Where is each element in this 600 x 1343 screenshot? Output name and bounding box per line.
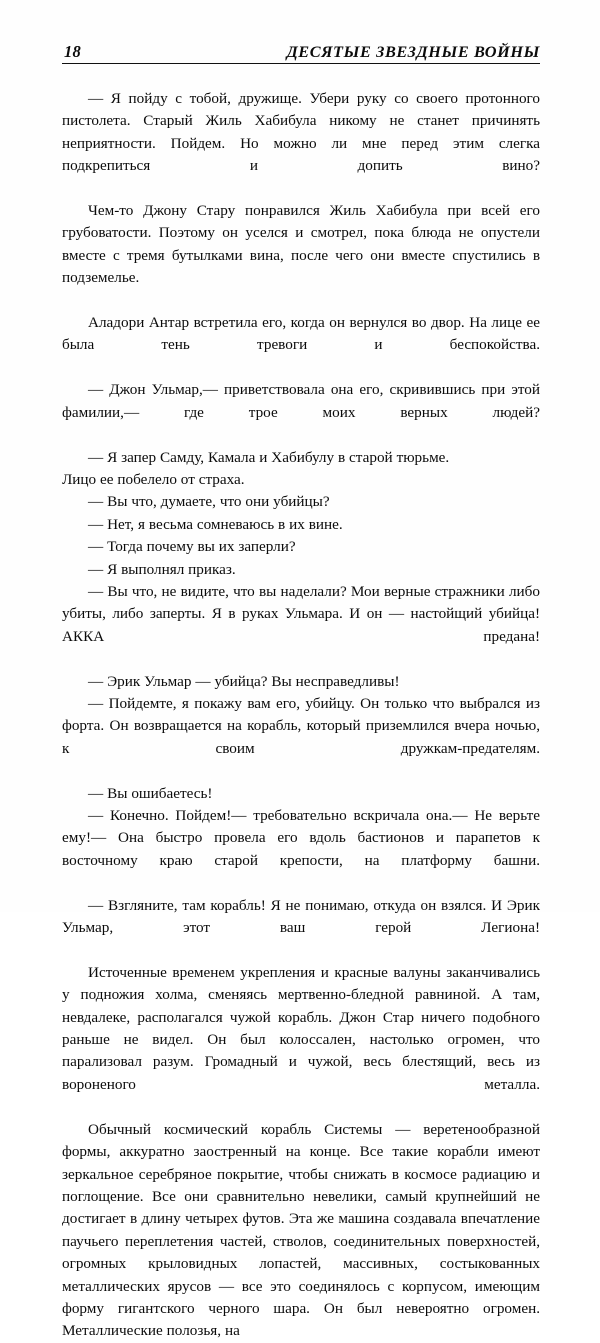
paragraph: Чем-то Джону Стару понравился Жиль Хабибула при всей его грубоватости. Поэтому он уселся и смотрел, пока блюда не опустели вместе с тремя бутылками вина, после чего они вместе спустились в подземелье. [62,202,540,287]
paragraph: — Пойдемте, я покажу вам его, убийцу. Он только что выбрался из форта. Он возвращается на корабль, который приземлился вчера ночью, к своим дружкам-предателям. [62,694,540,757]
running-head [62,44,540,64]
running-head-title: ДЕСЯТЫЕ ЗВЕЗДНЫЕ ВОЙНЫ [286,42,540,62]
page-number: 18 [64,42,82,61]
paragraph: — Взгляните, там корабль! Я не понимаю, откуда он взялся. И Эрик Ульмар, этот ваш герой Легиона! [62,896,540,937]
paragraph: Лицо ее побелело от страха. [62,470,245,488]
paragraph: — Вы что, не видите, что вы наделали? Мои верные стражники либо убиты, либо заперты. Я в руках Ульмара. И он — настойщий убийца! АККА предана! [62,582,540,645]
paragraph: — Я пойду с тобой, дружище. Убери руку со своего протонного пистолета. Старый Жиль Хабибула никому не станет причинять неприятности. Пойдем. Но можно ли мне перед этим слегка подкрепиться и допить вино? [62,90,540,175]
paragraph: — Конечно. Пойдем!— требовательно вскричала она.— Не верьте ему!— Она быстро провела его вдоль бастионов и парапетов к восточному краю старой крепости, на платформу башни. [62,807,540,869]
paragraph: Аладори Антар встретила его, когда он вернулся во двор. На лице ее была тень тревоги и беспокойства. [62,314,540,354]
paragraph: — Джон Ульмар,— приветствовала она его, скривившись при этой фамилии,— где трое моих верных людей? [62,381,540,421]
paragraph: — Я запер Самду, Камала и Хабибулу в старой тюрьме. [88,448,450,466]
paragraph: — Эрик Ульмар — убийца? Вы несправедливы! [88,672,400,690]
paragraph: — Вы что, думаете, что они убийцы? [88,493,330,511]
paragraph: — Я выполнял приказ. [88,560,236,578]
paragraph: Источенные временем укрепления и красные валуны заканчивались у подножия холма, сменяясь мертвенно-бледной равниной. А там, невдалеке, располагался чужой корабль. Джон Стар ничего подобного раньше не видел. Он был колоссален, настолько огромен, что парализовал разум. Громадный и чужой, весь блестящий, весь из вороненого металла. [62,963,540,1093]
paragraph: Обычный космический корабль Системы — веретенообразной формы, аккуратно заостренный на конце. Все такие корабли имеют зеркальное серебряное покрытие, чтобы снижать в космосе радиацию и поглощение. Все они сравнительно невелики, самый крупнейший не достигает в длину четырех футов. Эта же машина создавала впечатление паучьего переплетения частей, стволов, соединительных поверхностей, огромных крыловидных лопастей, массивных, состыкованных металлических ярусов — все это соединялось с корпусом, имеющим форму гигантского черного шара. Он был невероятно огромен. Металлические полозья, на [62,1120,540,1340]
paragraph: — Вы ошибаетесь! [88,784,213,802]
paragraph: — Тогда почему вы их заперли? [88,538,296,556]
paragraph: — Нет, я весьма сомневаюсь в их вине. [88,515,343,533]
body-text-column [62,88,540,1343]
